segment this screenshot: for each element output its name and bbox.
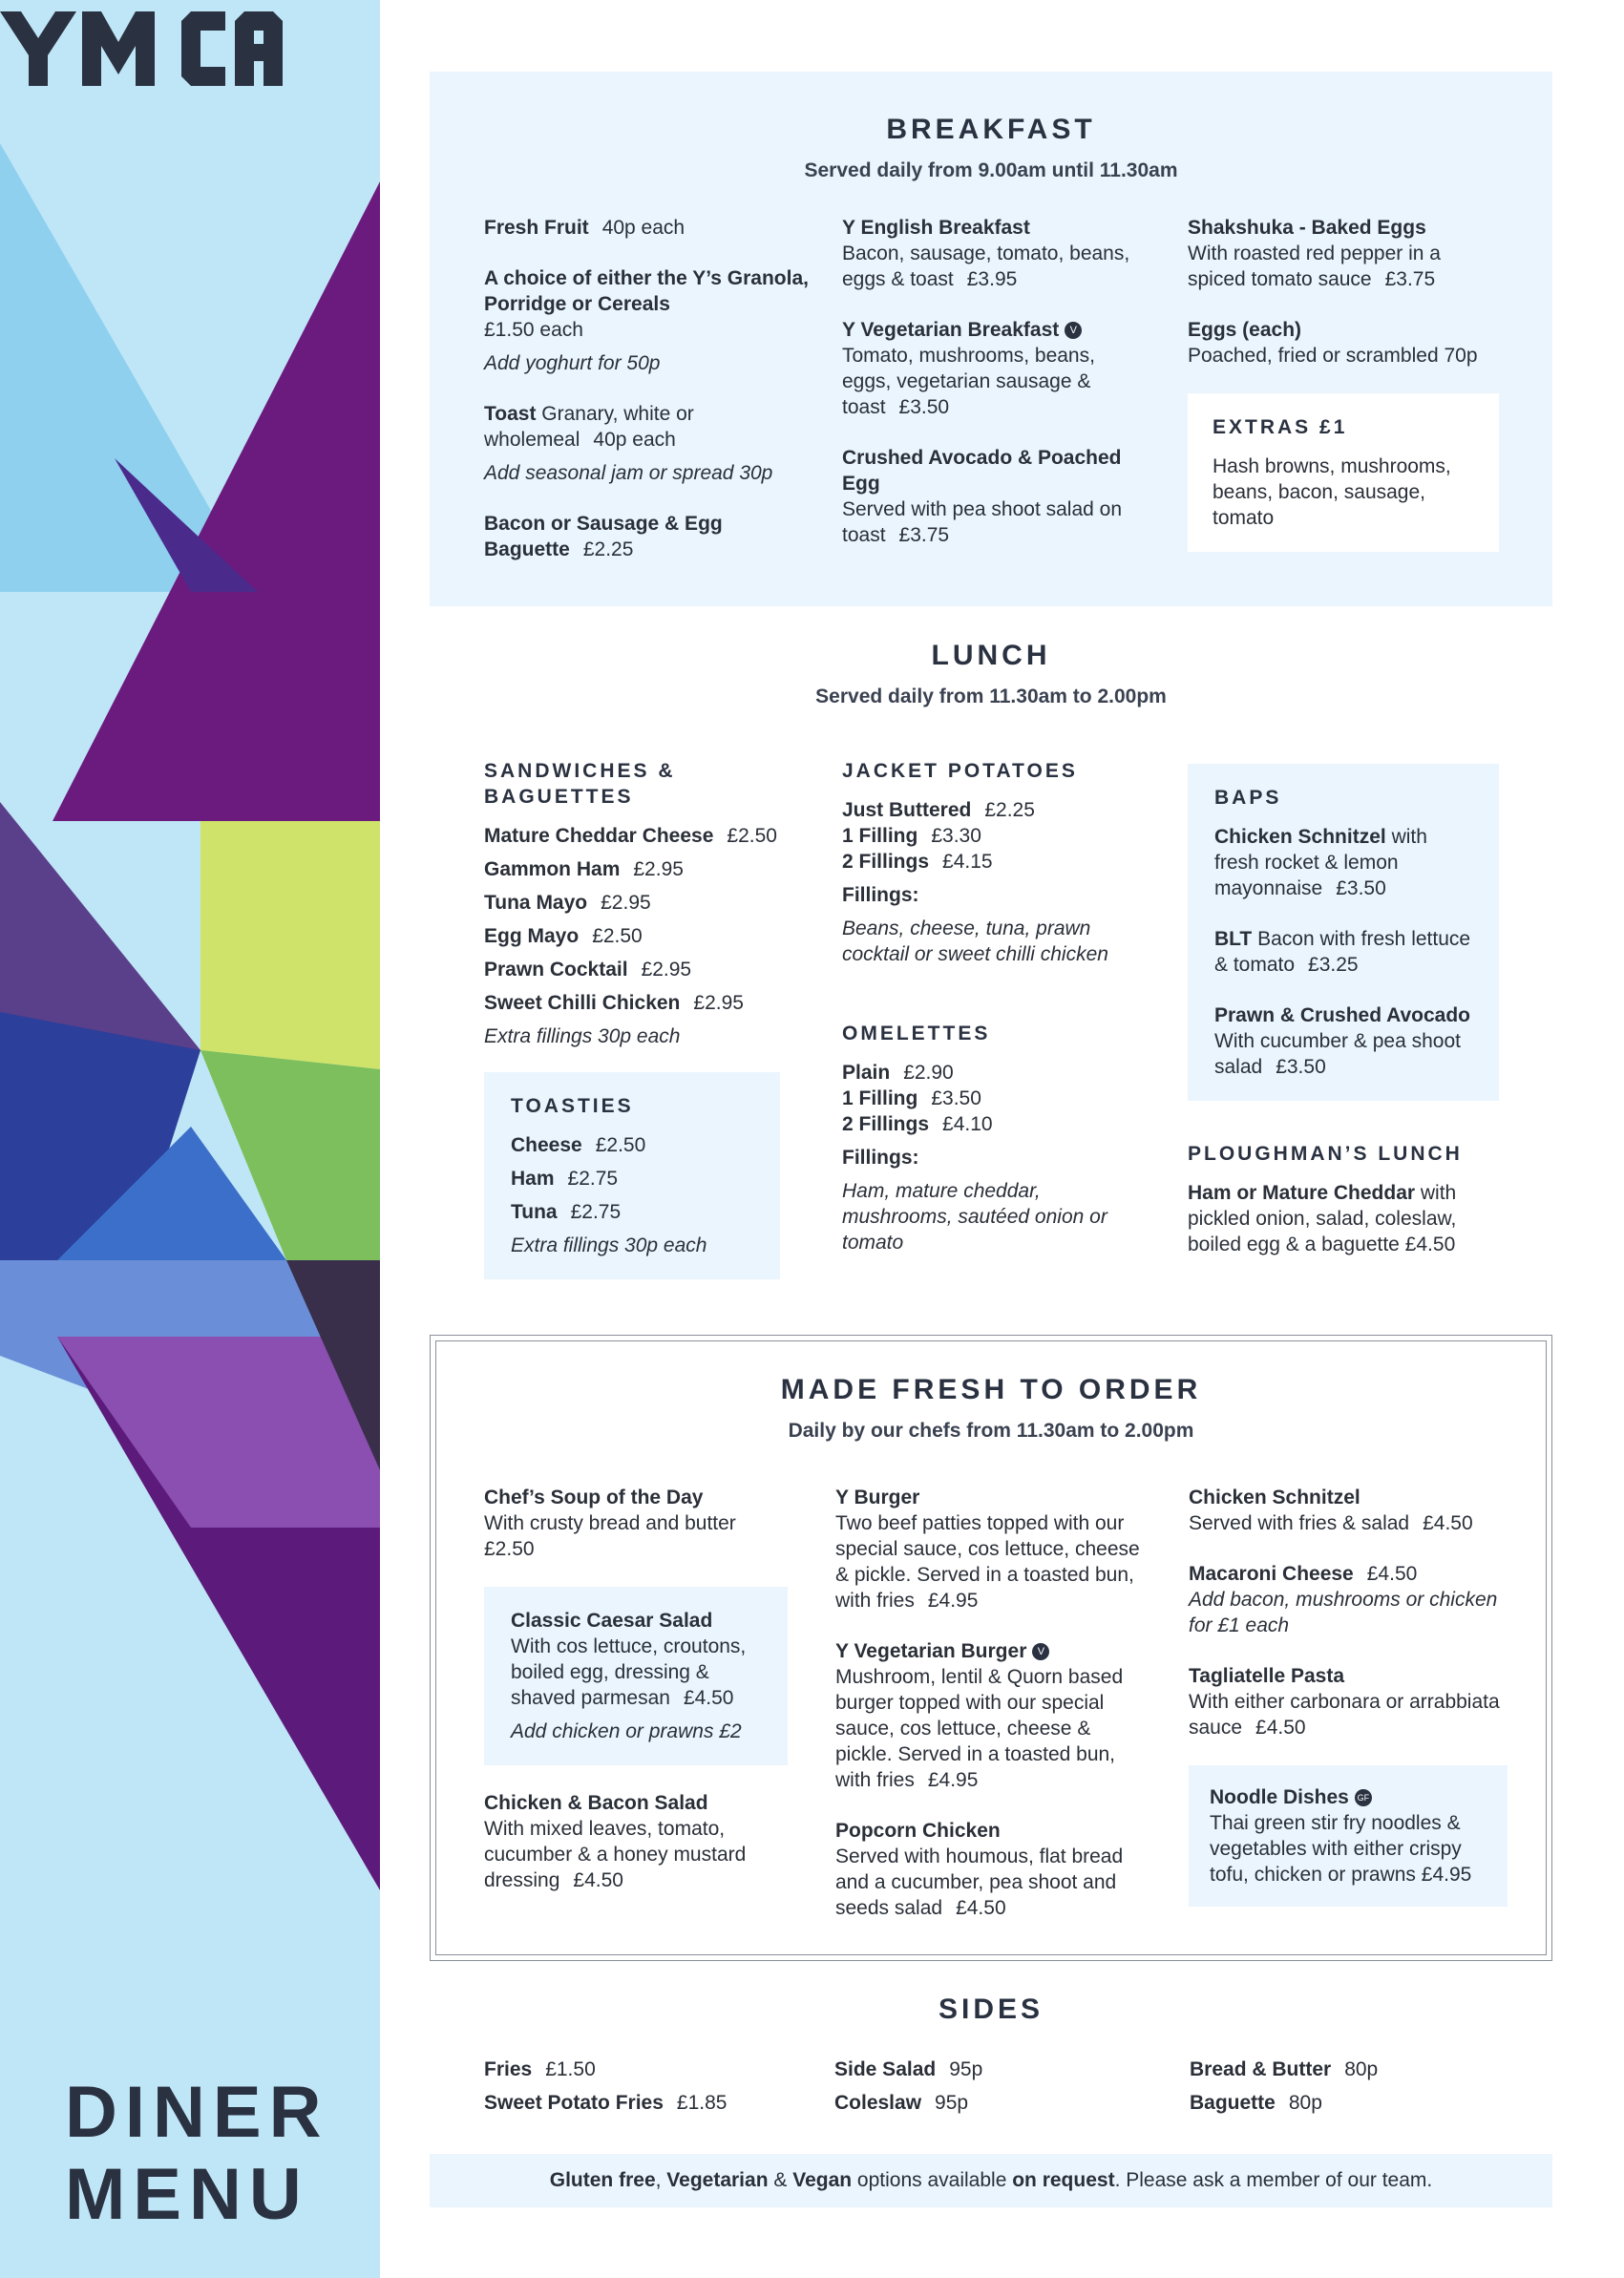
menu-item: Bread & Butter 80p [1190,2058,1379,2080]
menu-item: Ham or Mature Cheddar with pickled onion, salad, coleslaw, boiled egg & a baguette £4.50 [1188,1182,1457,1255]
omelettes-title: OMELETTES [842,1023,991,1044]
toasties-title: TOASTIES [511,1095,634,1117]
menu-item: Toast Granary, white or wholemeal 40p each Add seasonal jam or spread 30p [484,403,773,484]
fillings-label: Fillings: [842,1147,919,1169]
gluten-free-icon: GF [1355,1789,1372,1806]
menu-item: Macaroni Cheese £4.50 Add bacon, mushrooms or chicken for £1 each [1189,1563,1498,1636]
menu-item: Chicken Schnitzel Served with fries & salad £4.50 [1189,1487,1473,1534]
breakfast-col-1 [484,215,809,587]
fillings-text: Ham, mature cheddar, mushrooms, sautéed onion or tomato [842,1180,1107,1254]
baps-column [1188,764,1503,1257]
menu-item: Baguette 80p [1190,2092,1322,2114]
menu-item: 1 Filling £3.50 [842,1087,981,1109]
lunch-title: LUNCH [931,640,1051,671]
jacket-potatoes-title: JACKET POTATOES [842,760,1078,782]
menu-item: Ham £2.75 [511,1168,619,1190]
menu-item: Tuna £2.75 [511,1201,622,1223]
menu-item: Gammon Ham £2.95 [484,858,684,880]
breakfast-title: BREAKFAST [886,114,1096,145]
menu-item: Crushed Avocado & Poached Egg Served with pea shoot salad on toast £3.75 [842,447,1123,546]
menu-item: Popcorn Chicken Served with houmous, flat bread and a cucumber, pea shoot and seeds salad £4.50 [835,1820,1124,1919]
menu-item: Just Buttered £2.25 [842,799,1035,821]
noodle-box: Noodle Dishes GF Thai green stir fry noodles & vegetables with either crispy tofu, chicken or prawns £4.95 [1189,1765,1508,1907]
title-line-2: MENU [65,2154,309,2235]
fresh-col-3 [1189,1485,1513,1907]
footer-note: Gluten free, Vegetarian & Vegan options available on request. Please ask a member of our team. [430,2154,1552,2207]
menu-item: Side Salad 95p [834,2058,983,2080]
breakfast-section [430,72,1552,606]
menu-item: Y English Breakfast Bacon, sausage, tomato, beans, eggs & toast £3.95 [842,217,1130,290]
menu-item: 2 Fillings £4.10 [842,1113,993,1135]
menu-item: Tuna Mayo £2.95 [484,892,651,914]
lunch-section [430,640,1552,1308]
vegetarian-icon: V [1065,322,1082,339]
menu-item: Cheese £2.50 [511,1134,646,1156]
sides-col-3 [1190,2057,1505,2123]
sandwiches-column [484,758,809,1279]
menu-item: Y Vegetarian Burger V Mushroom, lentil & Quorn based burger topped with our special sauce, cos lettuce, cheese & pickle. Served in a toasted bun, with fries £4.95 [835,1640,1124,1791]
menu-item: Bacon or Sausage & Egg Baguette £2.25 [484,513,723,560]
menu-item: Mature Cheddar Cheese £2.50 [484,825,777,847]
menu-item: 1 Filling £3.30 [842,825,981,847]
menu-item: Plain £2.90 [842,1062,954,1084]
ymca-logo [0,0,286,95]
baps-title: BAPS [1214,787,1282,809]
menu-item: Prawn & Crushed Avocado With cucumber & pea shoot salad £3.50 [1214,1004,1470,1078]
breakfast-col-2 [842,215,1148,573]
toasties-note: Extra fillings 30p each [511,1234,707,1256]
menu-item: Eggs (each) Poached, fried or scrambled 70p [1188,319,1478,367]
fresh-section [430,1335,1552,1961]
sides-section [430,1993,1552,2127]
menu-item: Chicken Schnitzel with fresh rocket & lemon mayonnaise £3.50 [1214,826,1427,899]
lunch-subtitle: Served daily from 11.30am to 2.00pm [815,686,1167,707]
menu-item: Sweet Potato Fries £1.85 [484,2092,728,2114]
menu-item: Fresh Fruit 40p each [484,217,685,239]
extras-text: Hash browns, mushrooms, beans, bacon, sausage, tomato [1213,455,1451,529]
ploughmans-title: PLOUGHMAN’S LUNCH [1188,1143,1463,1165]
sides-col-2 [834,2057,1149,2123]
fresh-subtitle: Daily by our chefs from 11.30am to 2.00pm [788,1420,1194,1442]
menu-item: Fries £1.50 [484,2058,596,2080]
menu-item: Coleslaw 95p [834,2092,969,2114]
menu-item: Tagliatelle Pasta With either carbonara or arrabbiata sauce £4.50 [1189,1665,1500,1739]
sandwiches-note: Extra fillings 30p each [484,1025,681,1047]
title-line-1: DINER [65,2072,329,2153]
breakfast-col-3 [1188,215,1503,552]
baps-box [1188,764,1499,1101]
sandwiches-title: SANDWICHES & BAGUETTES [484,760,676,808]
menu-item: Prawn Cocktail £2.95 [484,959,692,981]
menu-item: BLT Bacon with fresh lettuce & tomato £3.25 [1214,928,1471,976]
breakfast-subtitle: Served daily from 9.00am until 11.30am [804,159,1178,181]
extras-title: EXTRAS £1 [1213,416,1348,438]
menu-item: Chicken & Bacon Salad With mixed leaves, tomato, cucumber & a honey mustard dressing £4.50 [484,1792,747,1891]
fresh-col-2 [835,1485,1141,1921]
vegetarian-icon: V [1032,1643,1049,1660]
fresh-col-1 [484,1485,790,1893]
menu-item: Y Vegetarian Breakfast V Tomato, mushrooms, beans, eggs, vegetarian sausage & toast £3.50 [842,319,1095,418]
caesar-box: Classic Caesar Salad With cos lettuce, croutons, boiled egg, dressing & shaved parmesan £4.50 Add chicken or prawns £2 [484,1587,788,1765]
geometric-background [0,0,380,2278]
menu-item: Y Burger Two beef patties topped with our special sauce, cos lettuce, cheese & pickle. Served in a toasted bun, with fries £4.95 [835,1487,1140,1612]
potatoes-column [842,758,1148,1255]
diner-menu-title [65,2072,328,2236]
menu-item: Sweet Chilli Chicken £2.95 [484,992,744,1014]
sides-title: SIDES [938,1993,1044,2025]
menu-item: Egg Mayo £2.50 [484,925,643,947]
menu-item: A choice of either the Y’s Granola, Porridge or Cereals £1.50 each Add yoghurt for 50p [484,267,809,374]
toasties-box [484,1072,780,1279]
fillings-label: Fillings: [842,884,919,906]
sidebar-artwork [0,0,380,2278]
menu-item: Chef’s Soup of the Day With crusty bread and butter £2.50 [484,1487,736,1560]
extras-box [1188,393,1499,552]
sides-col-1 [484,2057,799,2123]
menu-item: Shakshuka - Baked Eggs With roasted red pepper in a spiced tomato sauce £3.75 [1188,217,1441,290]
fresh-title: MADE FRESH TO ORDER [780,1374,1202,1405]
menu-item: 2 Fillings £4.15 [842,851,993,873]
fillings-text: Beans, cheese, tuna, prawn cocktail or sweet chilli chicken [842,918,1108,965]
